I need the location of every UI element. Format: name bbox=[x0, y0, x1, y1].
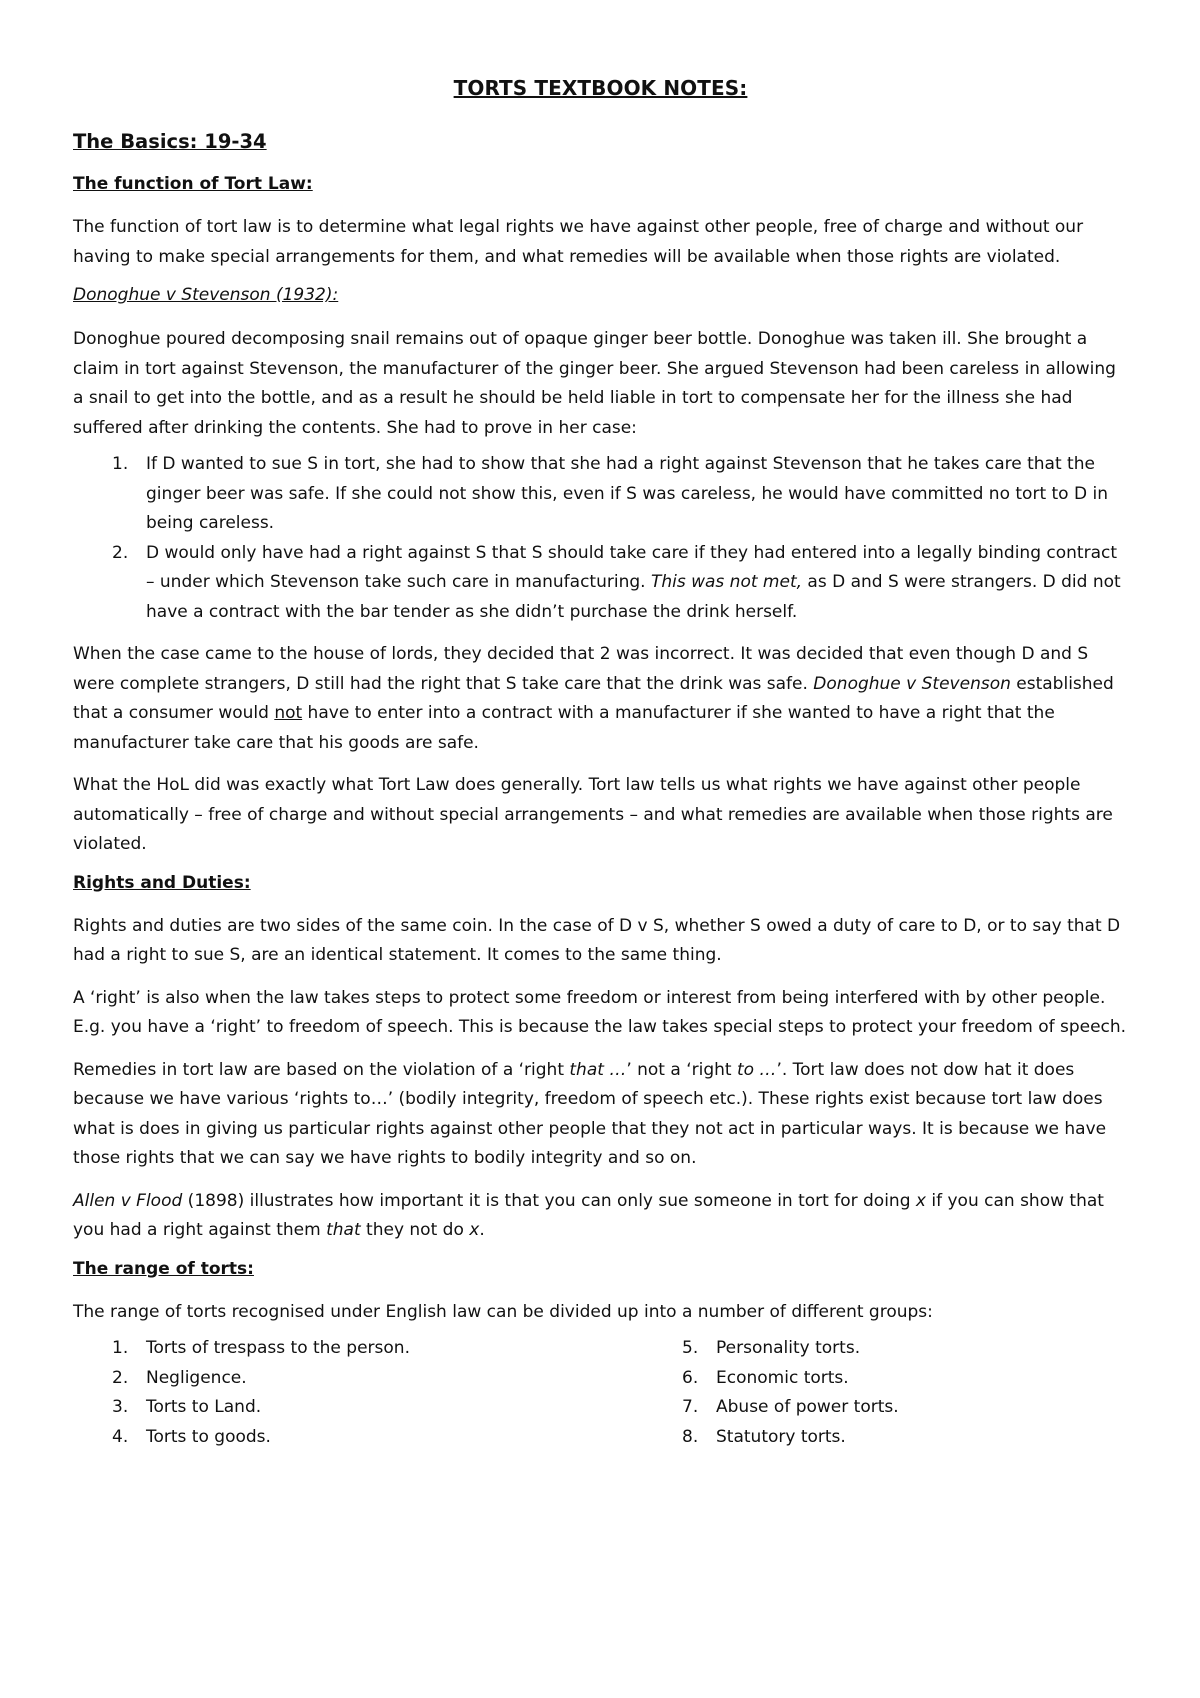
list-number: 1. bbox=[112, 454, 129, 474]
emphasis-text: This was not met, bbox=[650, 572, 803, 592]
list-number: 2. bbox=[112, 542, 129, 563]
text-run: established that a consumer would bbox=[73, 673, 1114, 723]
list-number: 5. bbox=[682, 1338, 699, 1358]
emphasis-text: x bbox=[915, 1190, 926, 1211]
case-paragraph: Donoghue poured decomposing snail remains out of opaque ginger beer bottle. Donoghue was taken ill. She brought a claim in tort against Stevenson, the manufacturer of the ginger beer. She argued Stevenson had been careless in allowing a snail to get into the bottle, and as a result he should be held liable in tort to compensate her for the illness she had suffered after drinking the contents. She had to prove in her case: bbox=[73, 329, 1116, 438]
section-heading-rights: Rights and Duties: bbox=[73, 872, 251, 893]
emphasis-text: that bbox=[326, 1220, 361, 1240]
case-name: Allen v Flood bbox=[73, 1190, 183, 1211]
list-item-text: Abuse of power torts. bbox=[716, 1397, 899, 1417]
rights-paragraph-1: Rights and duties are two sides of the same coin. In the case of D v S, whether S owed a duty of care to D, or to say that D had a right to sue S, are an identical statement. It comes to the same thing. bbox=[73, 915, 1121, 965]
list-item-text: Torts to goods. bbox=[146, 1426, 271, 1447]
case-name: Donoghue v Stevenson bbox=[813, 673, 1011, 694]
list-item bbox=[643, 1364, 899, 1394]
list-number: 8. bbox=[682, 1426, 699, 1447]
text-run: ’. Tort law does not dow hat it does because we have various ‘rights to…’ (bodily integrity, freedom of speech etc.). These rights exist because tort law does what is does in giving us particular rights against other people that they not act in particular ways. It is because we have those rights that we can say we have rights to bodily integrity and so on. bbox=[73, 1059, 1107, 1168]
case-points-list bbox=[73, 450, 1128, 627]
list-item-text: Torts to Land. bbox=[146, 1397, 262, 1417]
list-number: 2. bbox=[112, 1367, 129, 1388]
list-item bbox=[73, 1334, 643, 1364]
text-run: they not do bbox=[360, 1220, 470, 1240]
list-item bbox=[643, 1393, 899, 1423]
text-run: if you can show that you had a right against them bbox=[73, 1190, 1104, 1240]
text-run: ’ not a ‘right bbox=[626, 1059, 737, 1080]
document-page bbox=[73, 76, 1128, 1452]
emphasis-text: x bbox=[469, 1220, 480, 1240]
list-item-text: as D and S were strangers. D did not have a contract with the bar tender as she didn’t purchase the drink herself. bbox=[146, 572, 1121, 622]
page-title: TORTS TEXTBOOK NOTES: bbox=[453, 76, 748, 100]
case-heading: Donoghue v Stevenson (1932): bbox=[73, 285, 339, 305]
section-heading-function: The function of Tort Law: bbox=[73, 174, 313, 194]
underlined-word: not bbox=[274, 703, 303, 723]
list-number: 1. bbox=[112, 1338, 129, 1358]
remedies-paragraph bbox=[73, 1056, 1128, 1174]
list-item bbox=[73, 450, 1128, 539]
text-run: Remedies in tort law are based on the violation of a ‘right bbox=[73, 1059, 570, 1080]
list-item-text: D would only have had a right against S that S should take care if they had entered into a legally binding contract – under which Stevenson take such care in manufacturing. bbox=[146, 542, 1118, 592]
list-item bbox=[73, 539, 1128, 628]
list-item-text: Negligence. bbox=[146, 1367, 247, 1388]
list-item bbox=[73, 1364, 643, 1394]
list-number: 3. bbox=[112, 1397, 129, 1417]
list-item bbox=[73, 1423, 643, 1453]
list-number: 6. bbox=[682, 1367, 699, 1388]
range-list-left-column bbox=[73, 1334, 643, 1452]
section-heading-range: The range of torts: bbox=[73, 1258, 254, 1279]
list-item-text: If D wanted to sue S in tort, she had to show that she had a right against Stevenson that he takes care that the ginger beer was safe. If she could not show this, even if S was careless, he would have committed no tort to D in being careless. bbox=[146, 454, 1108, 533]
list-item-text: Economic torts. bbox=[716, 1367, 849, 1388]
text-run: When the case came to the house of lords, they decided that 2 was incorrect. It was decided that even though D and S were complete strangers, D still had the right that S take care that the drink was safe. bbox=[73, 644, 1089, 694]
range-list bbox=[73, 1334, 1128, 1452]
list-item bbox=[643, 1334, 899, 1364]
emphasis-text: that … bbox=[569, 1059, 627, 1080]
list-number: 7. bbox=[682, 1397, 699, 1417]
list-item bbox=[643, 1423, 899, 1453]
list-item-text: Torts of trespass to the person. bbox=[146, 1338, 410, 1358]
section-heading-basics: The Basics: 19-34 bbox=[73, 130, 267, 153]
allen-paragraph bbox=[73, 1187, 1128, 1246]
list-item bbox=[73, 1393, 643, 1423]
range-list-right-column bbox=[643, 1334, 899, 1452]
list-number: 4. bbox=[112, 1426, 129, 1447]
list-item-text: Statutory torts. bbox=[716, 1426, 846, 1447]
text-run: have to enter into a contract with a manufacturer if she wanted to have a right that the manufacturer take care that his goods are safe. bbox=[73, 703, 1055, 753]
range-paragraph: The range of torts recognised under English law can be divided up into a number of different groups: bbox=[73, 1301, 933, 1322]
hol-paragraph bbox=[73, 640, 1128, 758]
general-paragraph: What the HoL did was exactly what Tort Law does generally. Tort law tells us what rights we have against other people automatically – free of charge and without special arrangements – and what remedies are available when those rights are violated. bbox=[73, 775, 1113, 854]
text-run: (1898) illustrates how important it is that you can only sue someone in tort for doing bbox=[182, 1190, 916, 1211]
list-item-text: Personality torts. bbox=[716, 1338, 861, 1358]
function-paragraph: The function of tort law is to determine what legal rights we have against other people, free of charge and without our having to make special arrangements for them, and what remedies will be available when those rights are violated. bbox=[73, 217, 1084, 267]
emphasis-text: to … bbox=[736, 1059, 777, 1080]
rights-paragraph-2: A ‘right’ is also when the law takes steps to protect some freedom or interest from being interfered with by other people. E.g. you have a ‘right’ to freedom of speech. This is because the law takes special steps to protect your freedom of speech. bbox=[73, 987, 1127, 1037]
text-run: . bbox=[479, 1220, 485, 1240]
